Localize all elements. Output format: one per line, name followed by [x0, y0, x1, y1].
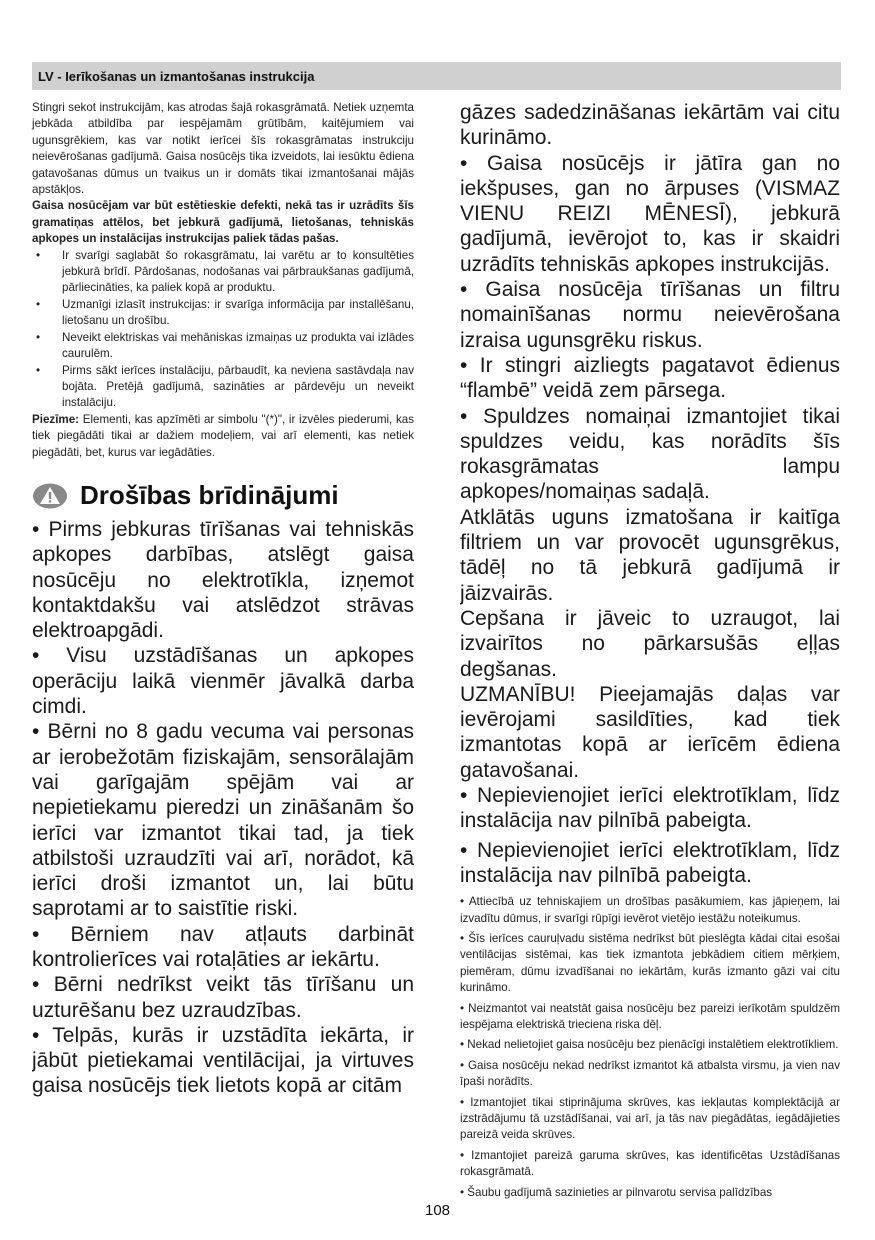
left-column — [32, 100, 414, 1099]
safety-note: • Šīs ierīces cauruļvadu sistēma nedrīkst būt pieslēgta kādai citai esošai ventilācijas sistēmai, kas tiek izmantota jebkādiem citiem mērķiem, piemēram, dūmu izvadīšanai no iekārtām, kurās izmanto gāzi vai citu kurināmo. — [460, 932, 840, 995]
safety-paragraph: • Bērni nedrīkst veikt tās tīrīšanu un uzturēšanu bez uzraudzības. — [32, 973, 414, 1022]
safety-paragraph: Cepšana ir jāveic to uzraugot, lai izvairītos no pārkarsušās eļļas degšanas. — [460, 606, 840, 681]
list-item: • Neveikt elektriskas vai mehāniskas izmaiņas uz produkta vai izlādes caurulēm. — [32, 330, 414, 363]
safety-paragraph: • Visu uzstādīšanas un apkopes operāciju laikā vienmēr jāvalkā darba cimdi. — [32, 644, 414, 719]
safety-paragraph: • Telpās, kurās ir uzstādīta iekārta, ir jābūt pietiekamai ventilācijai, ja virtuves gaisa nosūcējs tiek lietots kopā ar citām — [32, 1023, 414, 1098]
list-item: • Ir svarīgi saglabāt šo rokasgrāmatu, lai varētu ar to konsultēties jebkurā brīdī. Pārdošanas, nodošanas vai pārbraukšanas gadījumā, pārliecināties, ka paliek kopā ar produktu. — [32, 248, 414, 297]
safety-note: • Attiecībā uz tehniskajiem un drošības pasākumiem, kas jāpieņem, lai izvadītu dūmus, ir svarīgi rūpīgi ievērot vietējo iestāžu noteikumus. — [460, 895, 840, 925]
safety-paragraph: • Gaisa nosūcējs ir jātīra gan no iekšpuses, gan no ārpuses (VISMAZ VIENU REIZI MĒNESĪ), jebkurā gadījumā, ievērojot to, kas ir skaidri uzrādīts tehniskās apkopes instrukcijās. — [460, 151, 840, 276]
note-label: Piezīme: — [32, 412, 80, 426]
list-item: • Pirms sākt ierīces instalāciju, pārbaudīt, ka neviena sastāvdaļa nav bojāta. Pretējā gadījumā, sazināties ar pārdevēju un neveikt instalāciju. — [32, 363, 414, 412]
page-title: LV - Ierīkošanas un izmantošanas instrukcija — [38, 69, 315, 84]
safety-note: • Nekad nelietojiet gaisa nosūcēju bez pienācīgi instalētiem elektrotīkliem. — [460, 1038, 839, 1052]
safety-note: • Izmantojiet tikai stiprinājuma skrūves, kas iekļautas komplektācijā ar izstrādājumu tā uzstādīšanai, vai arī, ja tās nav piegādātas, iegādājieties pareizā veida skrūves. — [460, 1095, 840, 1142]
page-number: 108 — [424, 1202, 451, 1219]
safety-left-text — [32, 517, 414, 1099]
safety-right-small-text — [460, 894, 840, 1201]
safety-paragraph: • Nepievienojiet ierīci elektrotīklam, līdz instalācija nav pilnībā pabeigta. — [460, 784, 840, 833]
list-item: • Uzmanīgi izlasīt instrukcijas: ir svarīga informācija par installēšanu, lietošanu un drošību. — [32, 297, 414, 330]
note-text: Elementi, kas apzīmēti ar simbolu "(*)", ir izvēles piederumi, kas tiek piegādāti tikai ar dažiem modeļiem, vai arī elementi, kas netiek piegādāti, bet, kurus var iegādāties. — [32, 412, 414, 459]
safety-right-text — [460, 100, 840, 888]
safety-note: • Gaisa nosūcēju nekad nedrīkst izmantot kā atbalsta virsmu, ja vien nav īpaši norādīts. — [460, 1058, 840, 1089]
safety-paragraph: Atklātās uguns izmatošana ir kaitīga filtriem un var provocēt ugunsgrēkus, tādēļ no tā jebkurā gadījumā ir jāizvairās. — [460, 505, 840, 605]
safety-paragraph: • Nepievienojiet ierīci elektrotīklam, līdz instalācija nav pilnībā pabeigta. — [460, 838, 840, 887]
safety-paragraph: • Gaisa nosūcēja tīrīšanas un filtru nomainīšanas normu neievērošana izraisa ugunsgrēku riskus. — [460, 278, 840, 352]
safety-paragraph: UZMANĪBU! Pieejamajās daļas var ievērojami sasildīties, kad tiek izmantotas kopā ar ierīcēm ēdiena gatavošanai. — [460, 682, 840, 782]
safety-note: • Neizmantot vai neatstāt gaisa nosūcēju bez pareizi ierīkotām spuldzēm iespējama elektriskā trieciena riska dēļ. — [460, 1001, 840, 1032]
intro-bullet-list — [32, 248, 414, 412]
right-column — [460, 100, 840, 1201]
safety-note: • Izmantojiet pareizā garuma skrūves, kas identificētas Uzstādīšanas rokasgrāmatā. — [460, 1148, 840, 1179]
safety-paragraph: • Ir stingri aizliegts pagatavot ēdienus “flambē” veidā zem pārsega. — [460, 353, 840, 403]
warning-icon — [32, 482, 68, 510]
safety-heading — [32, 479, 414, 513]
safety-paragraph: gāzes sadedzināšanas iekārtām vai citu kurināmo. — [460, 101, 840, 150]
section-title: Drošības brīdinājumi — [80, 480, 339, 511]
intro-bold-paragraph: Gaisa nosūcējam var būt estētieskie defekti, nekā tas ir uzrādīts šīs gramatiņas attēlos, bet jebkurā gadījumā, lietošanas, tehniskās apkopes un instalācijas instrukcijas paliek tādas pašas. — [32, 199, 414, 246]
safety-paragraph: • Bērni no 8 gadu vecuma vai personas ar ierobežotām fiziskajām, sensorālajām vai garīgajām spējām vai ar nepietiekamu pieredzi un zināšanām šo ierīci var izmantot tikai tad, ja tiek atbilstoši uzraudzīti vai arī, norādot, kā ierīci droši izmantot un, lai būtu saprotami ar to saistītie riski. — [32, 720, 414, 921]
safety-paragraph: • Pirms jebkuras tīrīšanas vai tehniskās apkopes darbības, atslēgt gaisa nosūcēju no elektrotīkla, izņemot kontaktdakšu vai atslēdzot strāvas elektroapgādi. — [32, 517, 414, 643]
safety-note: • Šaubu gadījumā sazinieties ar pilnvarotu servisa palīdzības — [460, 1185, 773, 1199]
safety-paragraph: • Bērniem nav atļauts darbināt kontrolierīces vai rotaļāties ar iekārtu. — [32, 922, 414, 971]
note-paragraph — [32, 412, 414, 461]
section-header-bar — [32, 62, 841, 90]
safety-paragraph: • Spuldzes nomaiņai izmantojiet tikai spuldzes veidu, kas norādīts šīs rokasgrāmatas lampu apkopes/nomaiņas sadaļā. — [460, 404, 840, 504]
intro-paragraph: Stingri sekot instrukcijām, kas atrodas šajā rokasgrāmatā. Netiek uzņemta jebkāda atbildība par iespējamām grūtībām, kaitējumiem vai ugunsgrēkiem, kas var notikt ierīcei šīs rokasgrāmatas instrukciju neievērošanas gadījumā. Gaisa nosūcējs tika izveidots, lai iesūktu ēdiena gatavošanas dūmus un tvaikus un ir domāts tikai izmantošanai mājās apstākļos. — [32, 101, 414, 197]
